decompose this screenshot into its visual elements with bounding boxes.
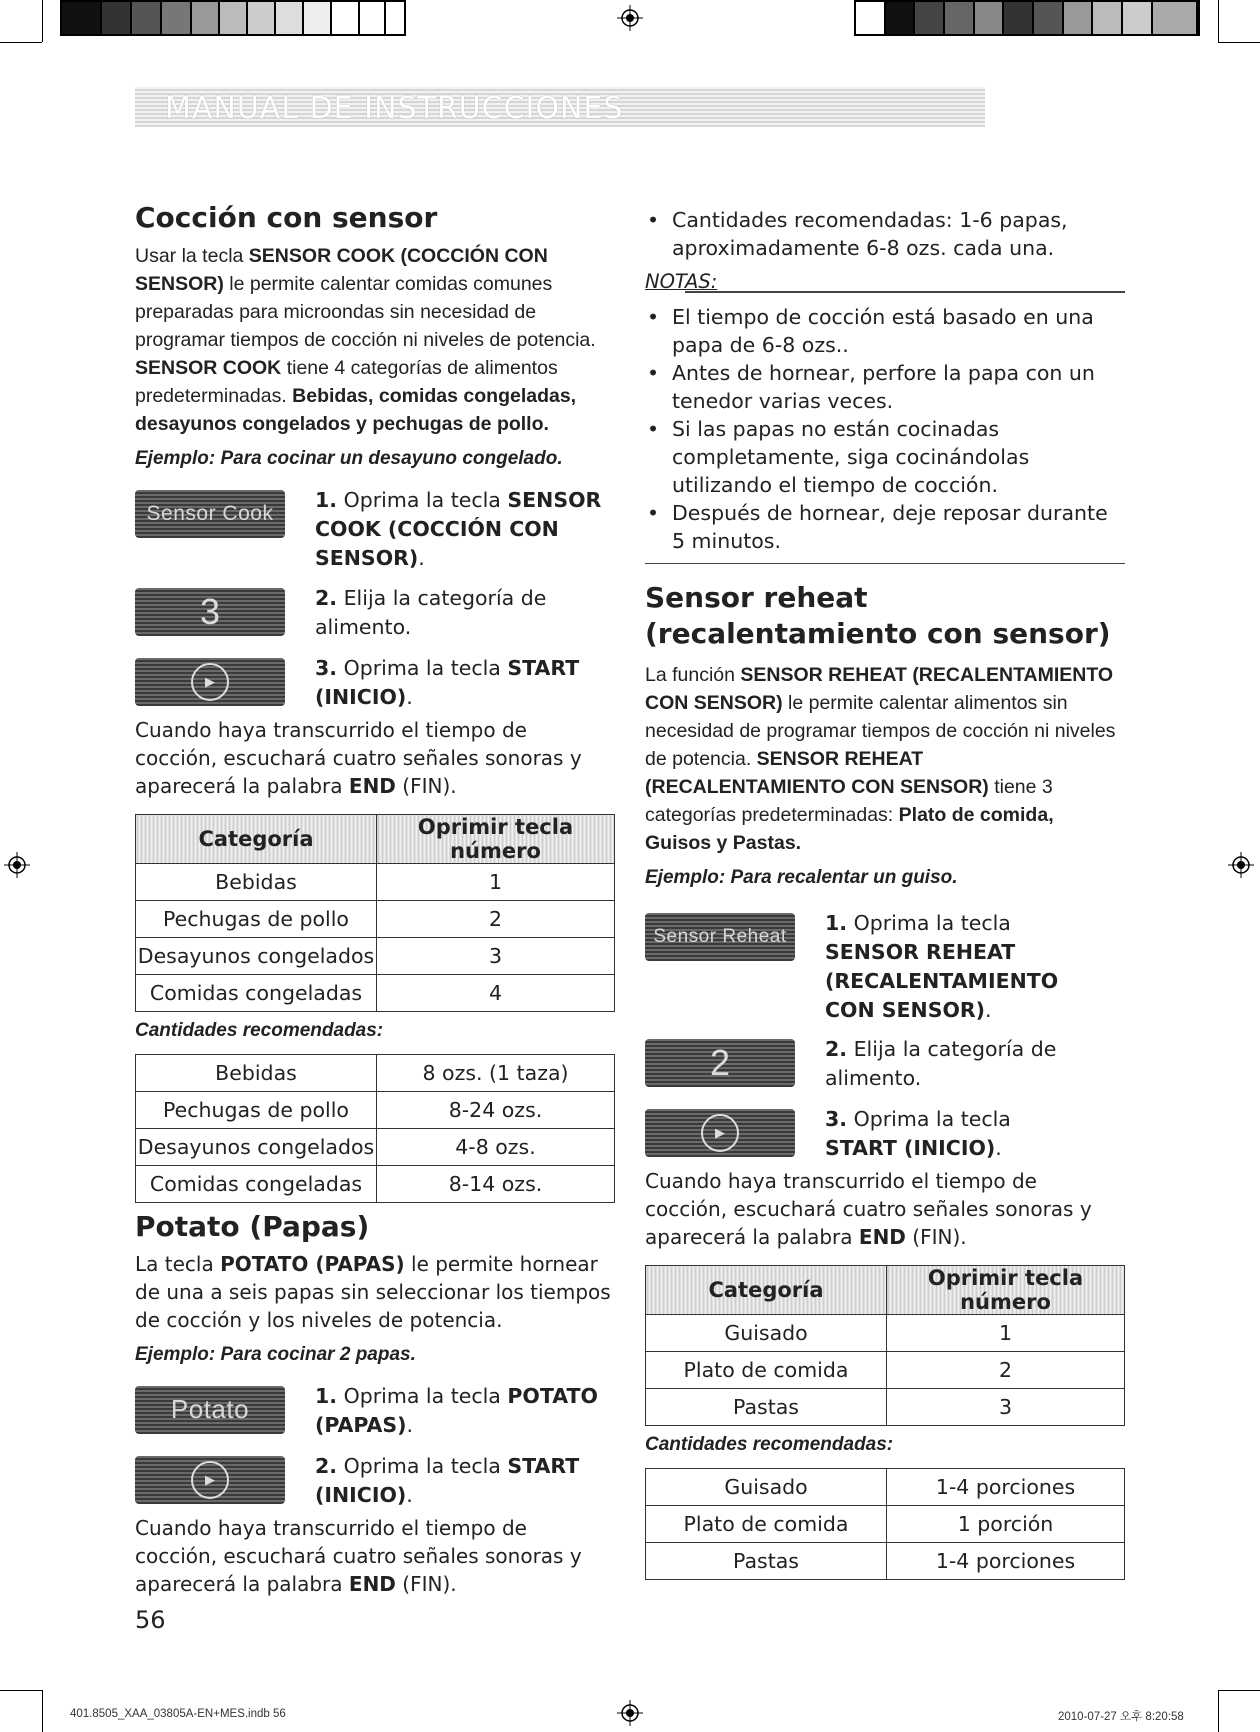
text: (FIN). [905, 1224, 967, 1249]
sensor-cook-key [135, 490, 285, 538]
section-title-sensor-cook: Cocción con sensor [135, 201, 438, 234]
text-bold: SENSOR REHEAT (RECALENTAMIENTO CON SENSOR) [645, 747, 989, 798]
key-label: Sensor Reheat [653, 925, 787, 947]
key-label: Sensor Cook [146, 502, 274, 526]
list-item: • Si las papas no están cocinadas completamente, siga cocinándolas utilizando el tiempo de cocción. [645, 415, 1125, 499]
table-header: Oprimir tecla número [377, 815, 615, 864]
key-label: 2 [709, 1041, 731, 1083]
table-cell: Plato de comida [646, 1351, 887, 1388]
divider [685, 291, 1125, 293]
notes-list [645, 303, 1125, 555]
key-label: Potato [170, 1394, 250, 1425]
potato-step-1 [135, 1382, 615, 1440]
start-key [135, 1456, 285, 1504]
text: . [418, 546, 425, 571]
step-number: 2. [315, 1453, 338, 1478]
table-cell: Pechugas de pollo [136, 901, 377, 938]
table-row [136, 901, 615, 938]
text-bold: END [348, 1571, 396, 1596]
start-icon: ▶ [191, 663, 229, 701]
sensor-cook-step-1 [135, 486, 615, 572]
table-cell: Guisado [646, 1314, 887, 1351]
start-icon: ▶ [191, 1461, 229, 1499]
table-cell: 1 [377, 864, 615, 901]
registration-mark-icon [617, 5, 643, 31]
step-text [315, 654, 615, 712]
sensor-cook-end-note [135, 716, 615, 800]
sensor-reheat-category-table [645, 1265, 1125, 1426]
text: Oprima la tecla [343, 1453, 508, 1478]
text: Elija la categoría de alimento. [315, 586, 547, 640]
footer-file-info: 401.8505_XAA_03805A-EN+MES.indb 56 [70, 1708, 286, 1720]
text: Usar la tecla [135, 245, 249, 268]
table-row [646, 1542, 1125, 1579]
start-key [645, 1109, 795, 1157]
start-icon: ▶ [701, 1114, 739, 1152]
sensor-reheat-amounts-label: Cantidades recomendadas: [645, 1433, 894, 1455]
text: tiene 4 categorías de alimentos predeterminadas. [135, 357, 558, 408]
crop-mark [42, 0, 43, 42]
text: Cuando haya transcurrido el tiempo de cocción, escuchará cuatro señales sonoras y aparecerá la palabra [135, 1515, 582, 1596]
text: (FIN). [395, 1571, 457, 1596]
title-line: Sensor reheat [645, 581, 868, 614]
text-bold: SENSOR COOK (COCCIÓN CON SENSOR) [315, 488, 602, 571]
text: Cuando haya transcurrido el tiempo de cocción, escuchará cuatro señales sonoras y aparecerá la palabra [645, 1168, 1092, 1249]
text-bold: START (INICIO) [315, 656, 580, 710]
table-cell: Pastas [646, 1388, 887, 1425]
table-cell: 1 porción [887, 1505, 1125, 1542]
crop-mark [1218, 1690, 1260, 1691]
banner-title: MANUAL DE INSTRUCCIONES [165, 91, 624, 126]
step-text [315, 486, 615, 573]
table-header: Categoría [646, 1265, 887, 1314]
text-bold: SENSOR COOK (COCCIÓN CON SENSOR) [135, 245, 548, 296]
sensor-reheat-example: Ejemplo: Para recalentar un guiso. [645, 866, 958, 888]
text: (FIN). [395, 774, 457, 799]
sensor-reheat-amounts-table [645, 1468, 1125, 1580]
table-cell: Bebidas [136, 1055, 377, 1092]
potato-key [135, 1386, 285, 1434]
table-cell: 8-14 ozs. [377, 1166, 615, 1203]
table-cell: 1 [887, 1314, 1125, 1351]
step-text [825, 909, 1085, 1025]
table-row [646, 1468, 1125, 1505]
sensor-cook-amounts-label: Cantidades recomendadas: [135, 1020, 384, 1042]
left-column [135, 200, 615, 1598]
text-bold: POTATO (PAPAS) [315, 1383, 598, 1437]
sensor-cook-intro [135, 242, 615, 438]
step-number: 3. [315, 656, 338, 681]
text: Oprima la tecla [853, 910, 1011, 935]
table-cell: Bebidas [136, 864, 377, 901]
step-number: 3. [825, 1106, 848, 1131]
table-header: Oprimir tecla número [887, 1265, 1125, 1314]
registration-mark-icon [617, 1700, 643, 1726]
number-2-key [645, 1039, 795, 1087]
title-line: (recalentamiento con sensor) [645, 617, 1111, 651]
table-cell: 2 [377, 901, 615, 938]
color-bar-right [854, 0, 1200, 36]
text: . [985, 997, 992, 1022]
table-cell: 2 [887, 1351, 1125, 1388]
text: le permite calentar comidas comunes preparadas para microondas sin necesidad de programar tiempos de cocción ni niveles de potencia. [135, 273, 596, 352]
table-cell: Plato de comida [646, 1505, 887, 1542]
table-cell: 3 [377, 938, 615, 975]
table-cell: 8 ozs. (1 taza) [377, 1055, 615, 1092]
step-text [825, 1035, 1085, 1093]
potato-end-note [135, 1514, 615, 1598]
potato-amounts-list [645, 206, 1125, 262]
text: Oprima la tecla [343, 1383, 508, 1408]
text-bold: SENSOR REHEAT (RECALENTAMIENTO CON SENSOR) [645, 663, 1114, 714]
footer-timestamp: 2010-07-27 오후 8:20:58 [1058, 1711, 1184, 1723]
table-row [646, 1314, 1125, 1351]
table-cell: 4 [377, 975, 615, 1012]
step-text [825, 1105, 1085, 1163]
table-row [136, 975, 615, 1012]
table-header-row [646, 1265, 1125, 1314]
text: . [406, 1412, 414, 1437]
step-number: 1. [315, 1383, 338, 1408]
start-key [135, 658, 285, 706]
right-column [645, 206, 1125, 1580]
text: le permite hornear de una a seis papas sin seleccionar los tiempos de cocción y los niveles de potencia. [135, 1251, 611, 1332]
sensor-reheat-step-2 [645, 1035, 1125, 1093]
table-cell: 3 [887, 1388, 1125, 1425]
notes-label: NOTAS: [645, 270, 718, 293]
text: Oprima la tecla [343, 656, 508, 681]
divider [645, 563, 1125, 565]
sensor-cook-step-3 [135, 654, 615, 712]
table-row [136, 1055, 615, 1092]
header-banner [135, 87, 985, 127]
potato-intro [135, 1250, 615, 1334]
table-cell: 8-24 ozs. [377, 1092, 615, 1129]
sensor-reheat-step-1 [645, 909, 1125, 1023]
text: La función [645, 663, 741, 686]
sensor-cook-category-table [135, 814, 615, 1012]
color-bar-left [60, 0, 406, 36]
text: Oprima la tecla [343, 488, 508, 513]
table-cell: 4-8 ozs. [377, 1129, 615, 1166]
table-cell: Pechugas de pollo [136, 1092, 377, 1129]
step-text [315, 1452, 615, 1510]
crop-mark [42, 1690, 43, 1732]
page-number: 56 [135, 1606, 166, 1634]
text-bold: START (INICIO) [315, 1453, 580, 1507]
text-bold: Plato de comida, Guisos y Pastas. [645, 803, 1054, 854]
step-number: 1. [825, 910, 848, 935]
table-row [136, 864, 615, 901]
list-item: • Antes de hornear, perfore la papa con un tenedor varias veces. [645, 359, 1125, 415]
text: tiene 3 categorías predeterminadas: [645, 775, 1053, 826]
text: Cuando haya transcurrido el tiempo de cocción, escuchará cuatro señales sonoras y aparecerá la palabra [135, 718, 582, 799]
sensor-cook-step-2 [135, 584, 615, 642]
crop-mark [0, 42, 42, 43]
text-bold: START (INICIO) [825, 1135, 996, 1160]
table-cell: Guisado [646, 1468, 887, 1505]
registration-mark-icon [1228, 852, 1254, 878]
list-item: • El tiempo de cocción está basado en una papa de 6-8 ozs.. [645, 303, 1125, 359]
number-3-key [135, 588, 285, 636]
crop-mark [1218, 0, 1219, 42]
step-text [315, 1382, 615, 1440]
sensor-reheat-end-note [645, 1167, 1125, 1251]
section-title-sensor-reheat [645, 580, 1125, 653]
table-header: Categoría [136, 815, 377, 864]
crop-mark [0, 1690, 42, 1691]
crop-mark [1218, 42, 1260, 43]
text: Elija la categoría de alimento. [825, 1036, 1057, 1090]
crop-mark [1218, 1690, 1219, 1732]
text: Oprima la tecla [853, 1106, 1011, 1131]
potato-example: Ejemplo: Para cocinar 2 papas. [135, 1343, 416, 1365]
step-number: 1. [315, 488, 338, 513]
sensor-cook-amounts-table [135, 1054, 615, 1203]
text: . [406, 685, 413, 710]
text: La tecla [135, 1251, 221, 1276]
text-bold: SENSOR COOK [135, 357, 282, 380]
sensor-reheat-step-3 [645, 1105, 1125, 1163]
step-text [315, 584, 615, 642]
text-bold: POTATO (PAPAS) [220, 1251, 405, 1276]
text: . [995, 1135, 1002, 1160]
table-cell: Pastas [646, 1542, 887, 1579]
text-bold: Bebidas, comidas congeladas, desayunos congelados y pechugas de pollo. [135, 385, 577, 436]
sensor-cook-example: Ejemplo: Para cocinar un desayuno congelado. [135, 448, 563, 470]
table-cell: Desayunos congelados [136, 938, 377, 975]
table-row [646, 1388, 1125, 1425]
table-row [646, 1351, 1125, 1388]
table-row [136, 1129, 615, 1166]
table-cell: Comidas congeladas [136, 975, 377, 1012]
table-row [136, 1092, 615, 1129]
potato-step-2 [135, 1452, 615, 1510]
text-bold: END [858, 1224, 906, 1249]
table-row [646, 1505, 1125, 1542]
section-title-potato: Potato (Papas) [135, 1210, 370, 1244]
table-header-row [136, 815, 615, 864]
table-row [136, 938, 615, 975]
key-label: 3 [199, 591, 221, 633]
table-row [136, 1166, 615, 1203]
text: . [406, 1482, 413, 1507]
step-number: 2. [825, 1036, 848, 1061]
text: le permite calentar alimentos sin necesidad de programar tiempos de cocción ni niveles de potencia. [645, 691, 1116, 770]
table-cell: 1-4 porciones [887, 1468, 1125, 1505]
step-number: 2. [315, 586, 338, 611]
list-item: • Después de hornear, deje reposar durante 5 minutos. [645, 499, 1125, 555]
table-cell: Comidas congeladas [136, 1166, 377, 1203]
registration-mark-icon [4, 852, 30, 878]
list-item: • Cantidades recomendadas: 1-6 papas, aproximadamente 6-8 ozs. cada una. [645, 206, 1125, 262]
text-bold: END [348, 774, 396, 799]
table-cell: Desayunos congelados [136, 1129, 377, 1166]
sensor-reheat-key [645, 913, 795, 961]
text-bold: SENSOR REHEAT (RECALENTAMIENTO CON SENSOR) [825, 939, 1059, 1022]
sensor-reheat-intro [645, 661, 1125, 857]
table-cell: 1-4 porciones [887, 1542, 1125, 1579]
